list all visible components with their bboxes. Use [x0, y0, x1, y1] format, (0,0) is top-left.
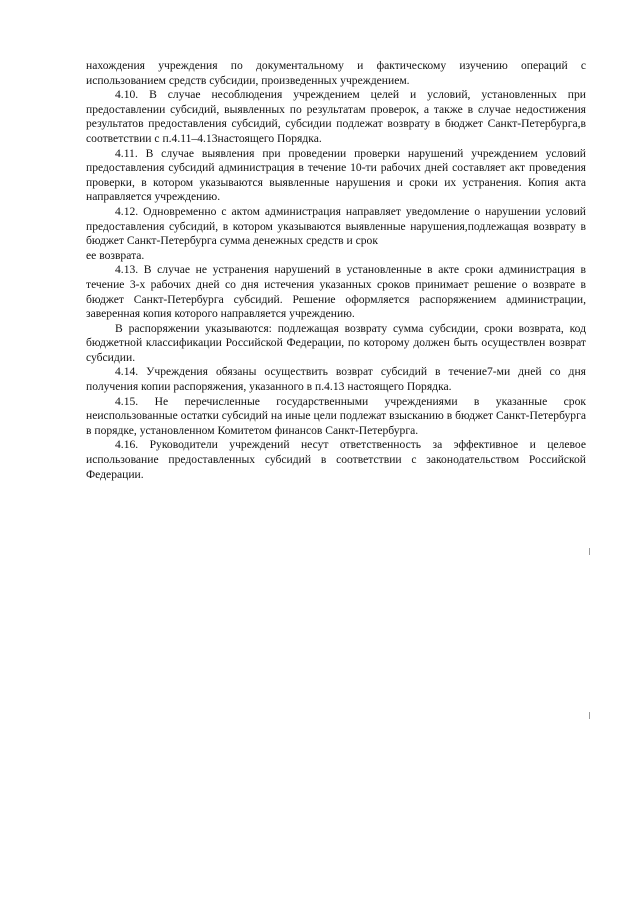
paragraph-4-11: 4.11. В случае выявления при проведении проверки нарушений учреждением условий предоставления субсидий администрация в течение 10-ти рабочих дней составляет акт проведения проверки, в котором указываются выявленные нарушения и сроки их устранения. Копия акта направляется учреждению. — [86, 146, 586, 204]
document-body — [86, 59, 586, 482]
paragraph-4-12-end: ее возврата. — [86, 248, 145, 262]
paragraph-continuation: нахождения учреждения по документальному и фактическому изучению операций с использованием средств субсидии, произведенных учреждением. — [86, 59, 586, 87]
scan-speck — [589, 548, 590, 555]
paragraph-4-13: 4.13. В случае не устранения нарушений в установленные в акте сроки администрация в течение 3-х рабочих дней со дня истечения указанных сроков принимает решение о возврате в бюджет Санкт-Петербурга субсидий. Решение оформляется распоряжением администрации, заверенная копия которого направляется учреждению. — [86, 263, 586, 321]
paragraph-4-10: 4.10. В случае несоблюдения учреждением целей и условий, установленных при предоставлении субсидий, выявленных по результатам проверок, а также в случае недостижения результатов предоставления субсидий, субсидии подлежат возврату в бюджет Санкт-Петербурга,в соответствии с п.4.11–4.13настоящего Порядка. — [86, 88, 586, 145]
paragraph-4-15: 4.15. Не перечисленные государственными учреждениями в указанные срок неиспользованные остатки субсидий на иные цели подлежат взысканию в бюджет Санкт-Петербурга в порядке, установленном Комитетом финансов Санкт-Петербурга. — [86, 394, 586, 437]
paragraph-4-12: 4.12. Одновременно с актом администрация направляет уведомление о нарушении условий предоставления субсидий, в котором указываются выявленные нарушения,подлежащая возврату в бюджет Санкт-Петербурга сумма денежных средств и срок — [86, 204, 586, 248]
paragraph-4-14: 4.14. Учреждения обязаны осуществить возврат субсидий в течение7-ми дней со дня получения копии распоряжения, указанного в п.4.13 настоящего Порядка. — [86, 365, 586, 394]
paragraph-4-13-order: В распоряжении указываются: подлежащая возврату сумма субсидии, сроки возврата, код бюджетной классификации Российской Федерации, по которому должен быть осуществлен возврат субсидии. — [86, 321, 586, 364]
scan-speck — [589, 712, 590, 719]
paragraph-4-16: 4.16. Руководители учреждений несут ответственность за эффективное и целевое использование предоставленных субсидий в соответствии с законодательством Российской Федерации. — [86, 438, 586, 481]
